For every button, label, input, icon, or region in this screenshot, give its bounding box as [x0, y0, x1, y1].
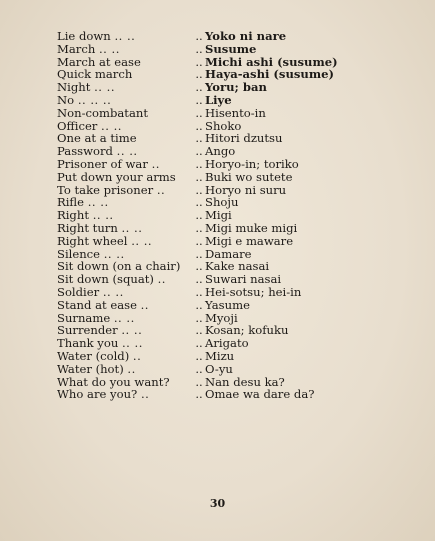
leader-dots: .. .. [94, 80, 116, 95]
separator-dots: .. [195, 233, 203, 248]
english-text: Silence [57, 246, 101, 261]
japanese-translation: Arigato [205, 336, 249, 351]
english-text: Water (cold) [57, 348, 130, 363]
separator-dots: .. [195, 387, 203, 402]
english-text: Quick march [57, 67, 133, 82]
japanese-translation: Hei-sotsu; hei-in [205, 284, 302, 299]
english-text: No [57, 92, 75, 107]
japanese-translation: Hisento-in [205, 105, 266, 120]
japanese-translation: Haya-ashi (susume) [205, 67, 334, 82]
leader-dots: .. .. [121, 220, 143, 235]
english-phrase [57, 388, 149, 401]
japanese-translation: Horyo ni suru [205, 182, 287, 197]
english-text: Sit down (on a chair) [57, 259, 181, 274]
leader-dots: .. .. [121, 323, 143, 338]
japanese-translation: Ango [205, 144, 236, 159]
leader-dots: .. .. [114, 29, 136, 43]
leader-dots: .. .. [121, 336, 143, 351]
separator-dots: .. [195, 156, 203, 171]
english-text: Prisoner of war [57, 156, 148, 171]
japanese-translation: Myoji [205, 310, 238, 325]
separator-dots: .. [195, 336, 203, 351]
separator-dots: .. [195, 80, 203, 95]
english-text: Right wheel [57, 233, 128, 248]
english-text: Right [57, 208, 89, 223]
japanese-translation: Mizu [205, 348, 235, 363]
japanese-translation: Omae wa dare da? [205, 387, 315, 402]
english-text: What do you want? [57, 374, 170, 389]
separator-dots: .. [195, 361, 203, 376]
english-text: Sit down (squat) [57, 272, 154, 287]
english-text: Water (hot) [57, 361, 124, 376]
leader-dots: .. [127, 361, 136, 376]
separator-dots: .. [195, 169, 203, 184]
separator-dots: .. [195, 67, 203, 82]
leader-dots: .. [156, 182, 166, 197]
english-text: Thank you [57, 336, 119, 351]
japanese-translation: Michi ashi (susume) [205, 54, 338, 69]
english-text: Rifle [57, 195, 85, 210]
separator-dots: .. [195, 272, 203, 287]
japanese-translation: Hitori dzutsu [205, 131, 283, 146]
english-text: March at ease [57, 54, 141, 69]
leader-dots: .. .. [103, 246, 125, 261]
english-text: March [57, 41, 96, 56]
japanese-translation: Shoju [205, 195, 239, 210]
separator-dots: .. [195, 348, 203, 363]
japanese-translation: Nan desu ka? [205, 374, 285, 389]
separator-dots: .. [195, 105, 203, 120]
english-text: Who are you? [57, 387, 138, 402]
japanese-translation: O-yu [205, 361, 233, 376]
leader-dots: .. [140, 297, 149, 312]
page-number: 30 [209, 497, 226, 510]
english-text: Non-combatant [57, 105, 149, 120]
leader-dots: .. .. [116, 144, 138, 159]
japanese-translation: Migi muke migi [205, 220, 298, 235]
english-text: One at a time [57, 131, 137, 146]
separator-dots: .. [195, 118, 203, 133]
separator-dots: .. [195, 220, 203, 235]
separator-dots: .. [195, 182, 203, 197]
english-text: Night [57, 80, 91, 95]
english-text: Surname [57, 310, 111, 325]
leader-dots: .. .. [131, 233, 153, 248]
leader-dots: .. .. .. [77, 92, 112, 107]
leader-dots: .. [157, 272, 166, 287]
japanese-translation: Damare [205, 246, 252, 261]
english-text: Password [57, 144, 113, 159]
leader-dots: .. .. [113, 310, 135, 325]
japanese-translation: Yoru; ban [205, 80, 267, 95]
separator-dots: .. [195, 131, 203, 146]
separator-dots: .. [195, 144, 203, 159]
japanese-translation: Liye [205, 92, 232, 107]
separator-dots: .. [195, 41, 203, 56]
separator-dots: .. [195, 54, 203, 69]
english-text: Right turn [57, 220, 118, 235]
phrase-list [57, 30, 387, 401]
separator-dots: .. [195, 323, 203, 338]
japanese-translation: Yasume [205, 297, 250, 312]
leader-dots: .. .. [101, 118, 122, 133]
leader-dots: .. [140, 387, 150, 402]
japanese-translation: Buki wo sutete [205, 169, 293, 184]
leader-dots: .. [151, 156, 160, 171]
english-text: Stand at ease [57, 297, 137, 312]
japanese-translation: Migi e maware [205, 233, 294, 248]
japanese-translation: Susume [205, 41, 257, 56]
separator-dots: .. [195, 297, 203, 312]
english-text: Lie down [57, 29, 111, 43]
english-text: Surrender [57, 323, 118, 338]
leader-dots: .. .. [98, 41, 120, 56]
japanese-translation: Shoko [205, 118, 242, 133]
english-text: To take prisoner [57, 182, 154, 197]
english-text: Soldier [57, 284, 100, 299]
separator-dots: .. [195, 246, 203, 261]
phrase-row [57, 388, 387, 401]
separator-dots: .. [195, 92, 203, 107]
leader-dots: .. .. [102, 284, 124, 299]
leader-dots: .. .. [92, 208, 114, 223]
separator-dots: .. [195, 29, 203, 43]
separator-dots: .. [195, 195, 203, 210]
japanese-translation: Kosan; kofuku [205, 323, 289, 338]
japanese-translation: Kake nasai [205, 259, 270, 274]
separator-dots: .. [195, 310, 203, 325]
japanese-translation: Suwari nasai [205, 272, 282, 287]
separator-dots: .. [195, 284, 203, 299]
japanese-translation: Yoko ni nare [205, 29, 287, 43]
separator-dots: .. [195, 374, 203, 389]
english-text: Put down your arms [57, 169, 176, 184]
leader-dots: .. .. [87, 195, 109, 210]
separator-dots: .. [195, 259, 203, 274]
english-text: Officer [57, 118, 98, 133]
leader-dots: .. [132, 348, 142, 363]
japanese-translation: Migi [205, 208, 232, 223]
separator-dots: .. [195, 208, 203, 223]
japanese-translation: Horyo-in; toriko [205, 156, 299, 171]
